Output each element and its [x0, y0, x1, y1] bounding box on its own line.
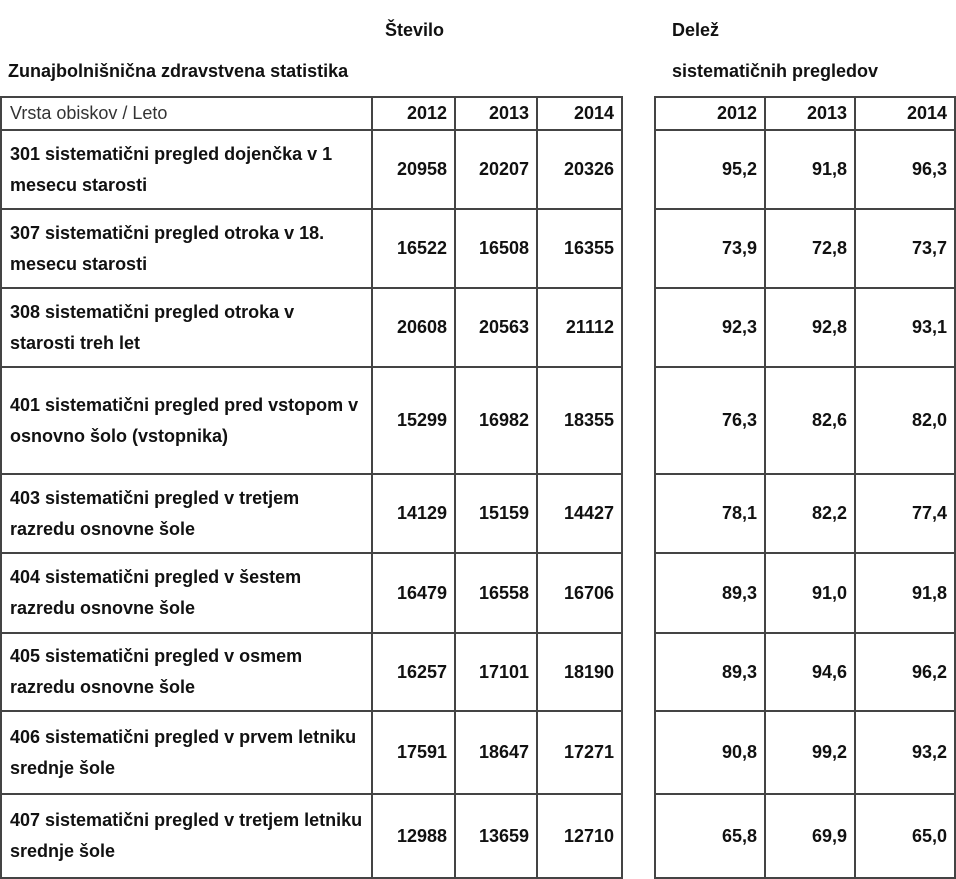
share-cell: 82,2	[765, 474, 855, 553]
share-cell: 92,8	[765, 288, 855, 367]
count-cell: 20563	[455, 288, 537, 367]
share-cell: 91,8	[765, 130, 855, 209]
count-cell: 17101	[455, 633, 537, 711]
share-cell: 91,0	[765, 553, 855, 633]
table-row	[655, 209, 955, 288]
share-cell: 93,2	[855, 711, 955, 794]
row-header: Vrsta obiskov / Leto	[1, 97, 372, 130]
share-heading: Delež	[672, 20, 720, 40]
year-header: 2013	[455, 97, 537, 130]
row-label: 405 sistematični pregled v osmem razredu osnovne šole	[1, 633, 372, 711]
count-cell: 21112	[537, 288, 622, 367]
table-row	[655, 794, 955, 878]
table-row	[1, 288, 622, 367]
source-heading: Zunajbolnišnična zdravstvena statistika	[8, 61, 349, 81]
year-header: 2012	[655, 97, 765, 130]
table-row	[1, 474, 622, 553]
header-row	[655, 97, 955, 130]
count-cell: 12710	[537, 794, 622, 878]
table-row	[655, 130, 955, 209]
share-cell: 73,9	[655, 209, 765, 288]
year-header: 2013	[765, 97, 855, 130]
share-cell: 76,3	[655, 367, 765, 474]
count-cell: 12988	[372, 794, 455, 878]
count-cell: 16479	[372, 553, 455, 633]
count-cell: 18647	[455, 711, 537, 794]
count-cell: 20207	[455, 130, 537, 209]
share-cell: 96,2	[855, 633, 955, 711]
share-cell: 96,3	[855, 130, 955, 209]
share-cell: 77,4	[855, 474, 955, 553]
share-cell: 82,0	[855, 367, 955, 474]
count-cell: 20608	[372, 288, 455, 367]
count-cell: 16257	[372, 633, 455, 711]
share-cell: 65,0	[855, 794, 955, 878]
share-cell: 93,1	[855, 288, 955, 367]
count-table	[0, 96, 623, 879]
row-label: 301 sistematični pregled dojenčka v 1 mesecu starosti	[1, 130, 372, 209]
count-cell: 14427	[537, 474, 622, 553]
row-label: 403 sistematični pregled v tretjem razredu osnovne šole	[1, 474, 372, 553]
count-cell: 17591	[372, 711, 455, 794]
count-cell: 17271	[537, 711, 622, 794]
share-subheading: sistematičnih pregledov	[672, 61, 879, 81]
count-cell: 16706	[537, 553, 622, 633]
share-cell: 92,3	[655, 288, 765, 367]
table-row	[655, 474, 955, 553]
table-row	[1, 553, 622, 633]
share-cell: 89,3	[655, 633, 765, 711]
count-cell: 18190	[537, 633, 622, 711]
count-cell: 16982	[455, 367, 537, 474]
share-cell: 95,2	[655, 130, 765, 209]
count-cell: 16508	[455, 209, 537, 288]
share-cell: 99,2	[765, 711, 855, 794]
row-label: 404 sistematični pregled v šestem razredu osnovne šole	[1, 553, 372, 633]
share-cell: 72,8	[765, 209, 855, 288]
share-cell: 82,6	[765, 367, 855, 474]
count-cell: 20326	[537, 130, 622, 209]
table-row	[655, 633, 955, 711]
year-header: 2012	[372, 97, 455, 130]
count-heading: Število	[385, 20, 445, 40]
share-table	[654, 96, 956, 879]
count-cell: 18355	[537, 367, 622, 474]
row-label: 407 sistematični pregled v tretjem letniku srednje šole	[1, 794, 372, 878]
count-cell: 16558	[455, 553, 537, 633]
count-cell: 13659	[455, 794, 537, 878]
row-label: 307 sistematični pregled otroka v 18. mesecu starosti	[1, 209, 372, 288]
count-cell: 15299	[372, 367, 455, 474]
table-row	[655, 288, 955, 367]
count-cell: 20958	[372, 130, 455, 209]
share-cell: 89,3	[655, 553, 765, 633]
count-cell: 14129	[372, 474, 455, 553]
table-row	[1, 633, 622, 711]
table-row	[1, 367, 622, 474]
count-cell: 15159	[455, 474, 537, 553]
table-row	[655, 553, 955, 633]
row-label: 308 sistematični pregled otroka v starosti treh let	[1, 288, 372, 367]
count-cell: 16522	[372, 209, 455, 288]
row-label: 406 sistematični pregled v prvem letniku srednje šole	[1, 711, 372, 794]
header-row	[1, 97, 622, 130]
share-cell: 65,8	[655, 794, 765, 878]
share-cell: 69,9	[765, 794, 855, 878]
row-label: 401 sistematični pregled pred vstopom v osnovno šolo (vstopnika)	[1, 367, 372, 474]
table-row	[1, 794, 622, 878]
table-row	[1, 130, 622, 209]
table-row	[1, 711, 622, 794]
share-cell: 73,7	[855, 209, 955, 288]
share-cell: 78,1	[655, 474, 765, 553]
table-row	[655, 711, 955, 794]
year-header: 2014	[537, 97, 622, 130]
share-cell: 94,6	[765, 633, 855, 711]
count-cell: 16355	[537, 209, 622, 288]
table-row	[1, 209, 622, 288]
share-cell: 90,8	[655, 711, 765, 794]
share-cell: 91,8	[855, 553, 955, 633]
year-header: 2014	[855, 97, 955, 130]
table-row	[655, 367, 955, 474]
